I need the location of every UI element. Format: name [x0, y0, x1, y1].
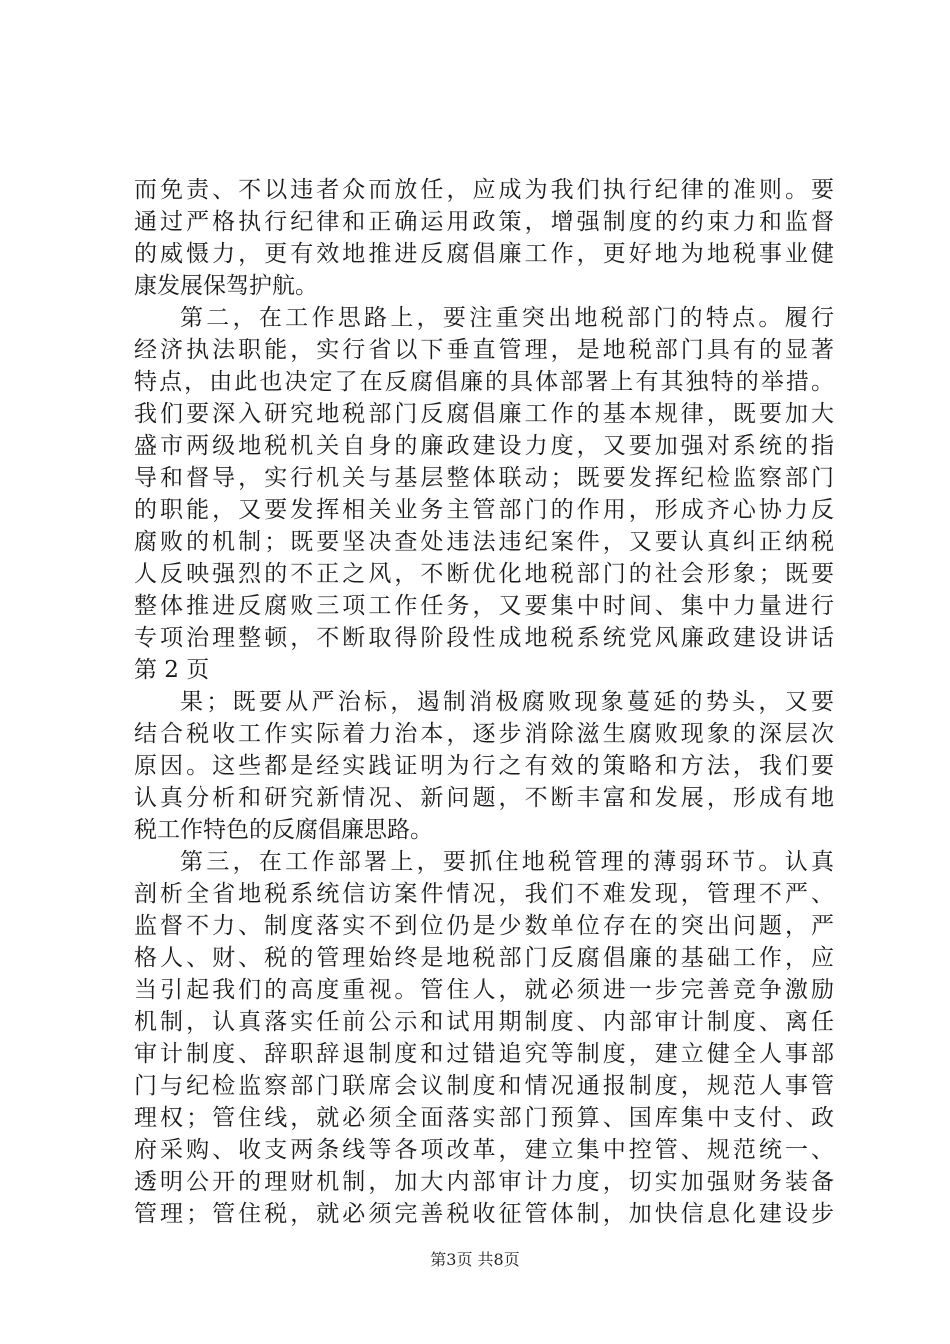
text-line: 盛市两级地税机关自身的廉政建设力度，又要加强对系统的指	[134, 433, 834, 459]
text-line: 监督不力、制度落实不到位仍是少数单位存在的突出问题，严	[134, 913, 834, 939]
text-line: 的威慑力，更有效地推进反腐倡廉工作，更好地为地税事业健	[134, 241, 834, 267]
text-line: 而免责、不以违者众而放任，应成为我们执行纪律的准则。要	[134, 177, 834, 203]
text-line: 专项治理整顿，不断取得阶段性成地税系统党风廉政建设讲话	[134, 625, 834, 651]
text-line: 腐败的机制；既要坚决查处违法违纪案件，又要认真纠正纳税	[134, 529, 834, 555]
text-line: 税工作特色的反腐倡廉思路。	[134, 817, 433, 843]
text-line: 剖析全省地税系统信访案件情况，我们不难发现，管理不严、	[134, 881, 834, 907]
page-number-label: 第3页 共8页	[430, 1250, 520, 1269]
text-line: 第二，在工作思路上，要注重突出地税部门的特点。履行	[180, 305, 834, 331]
text-line: 门与纪检监察部门联席会议制度和情况通报制度，规范人事管	[134, 1073, 834, 1099]
page-footer	[0, 1247, 950, 1270]
text-line: 果；既要从严治标，遏制消极腐败现象蔓延的势头，又要	[180, 689, 834, 715]
text-line: 特点，由此也决定了在反腐倡廉的具体部署上有其独特的举措。	[134, 369, 834, 395]
text-line: 机制，认真落实任前公示和试用期制度、内部审计制度、离任	[134, 1009, 834, 1035]
text-line: 整体推进反腐败三项工作任务，又要集中时间、集中力量进行	[134, 593, 834, 619]
body-text	[134, 174, 834, 1230]
text-line: 我们要深入研究地税部门反腐倡廉工作的基本规律，既要加大	[134, 401, 834, 427]
inline-page-marker: 第 2 页	[134, 657, 210, 683]
text-line: 通过严格执行纪律和正确运用政策，增强制度的约束力和监督	[134, 209, 834, 235]
text-line: 第三，在工作部署上，要抓住地税管理的薄弱环节。认真	[180, 849, 834, 875]
text-line: 格人、财、税的管理始终是地税部门反腐倡廉的基础工作，应	[134, 945, 834, 971]
text-line: 当引起我们的高度重视。管住人，就必须进一步完善竞争激励	[134, 977, 834, 1003]
text-line: 审计制度、辞职辞退制度和过错追究等制度，建立健全人事部	[134, 1041, 834, 1067]
text-line: 原因。这些都是经实践证明为行之有效的策略和方法，我们要	[134, 753, 834, 779]
text-line: 结合税收工作实际着力治本，逐步消除滋生腐败现象的深层次	[134, 721, 834, 747]
text-line: 经济执法职能，实行省以下垂直管理，是地税部门具有的显著	[134, 337, 834, 363]
text-line: 管理；管住税，就必须完善税收征管体制，加快信息化建设步	[134, 1201, 834, 1227]
text-line: 认真分析和研究新情况、新问题，不断丰富和发展，形成有地	[134, 785, 834, 811]
text-line: 康发展保驾护航。	[134, 273, 318, 299]
text-line: 导和督导，实行机关与基层整体联动；既要发挥纪检监察部门	[134, 465, 834, 491]
text-line: 府采购、收支两条线等各项改革，建立集中控管、规范统一、	[134, 1137, 834, 1163]
text-line: 理权；管住线，就必须全面落实部门预算、国库集中支付、政	[134, 1105, 834, 1131]
text-line: 透明公开的理财机制，加大内部审计力度，切实加强财务装备	[134, 1169, 834, 1195]
text-line: 人反映强烈的不正之风，不断优化地税部门的社会形象；既要	[134, 561, 834, 587]
text-line: 的职能，又要发挥相关业务主管部门的作用，形成齐心协力反	[134, 497, 834, 523]
